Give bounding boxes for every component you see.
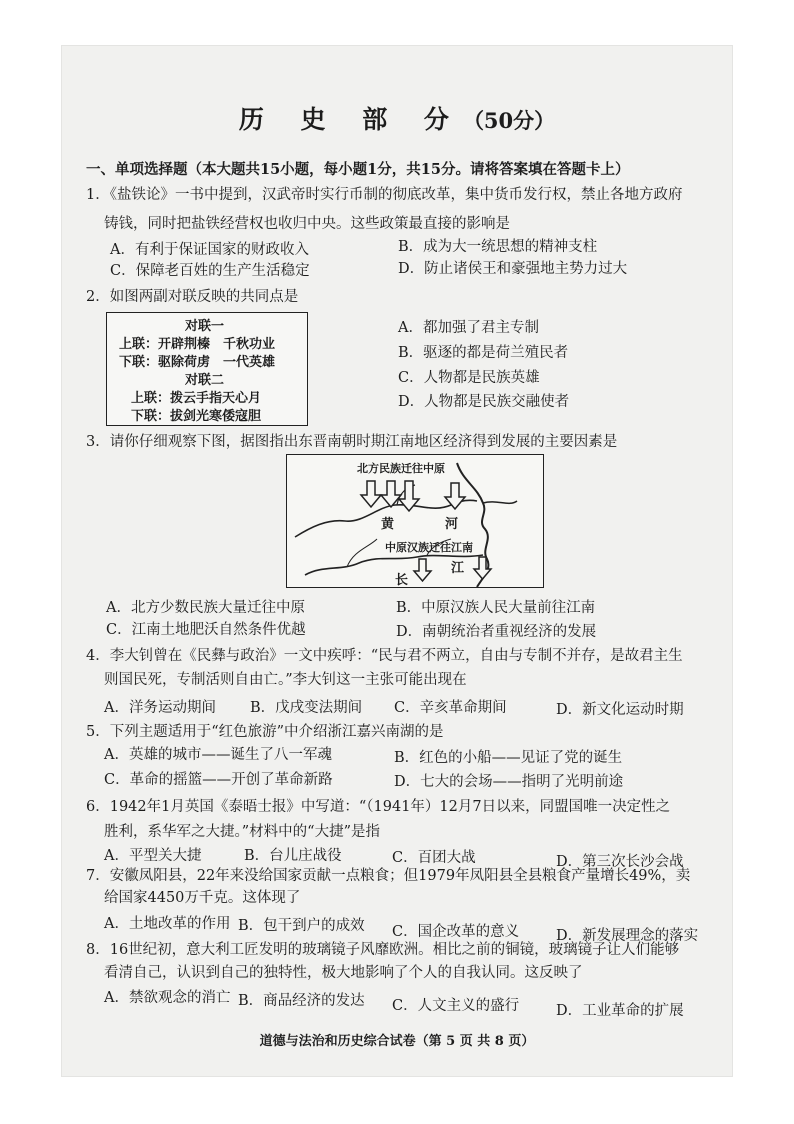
section-heading: 一、单项选择题（本大题共15小题，每小题1分，共15分。请将答案填在答题卡上）	[86, 161, 630, 178]
q3-option-c: C．江南土地肥沃自然条件优越	[106, 622, 306, 638]
q6-option-a: A．平型关大捷	[104, 848, 202, 864]
arrow-south-1	[414, 559, 431, 581]
q5-option-c: C．革命的摇篮——开创了革命新路	[104, 772, 333, 788]
q6-stem-line1: 6．1942年1月英国《泰晤士报》中写道：“（1941年）12月7日以来，同盟国唯一决定性之	[86, 799, 671, 815]
q3-option-b: B．中原汉族人民大量前往江南	[396, 600, 596, 616]
q3-stem: 3．请你仔细观察下图，据图指出东晋南朝时期江南地区经济得到发展的主要因素是	[86, 434, 618, 450]
q1-stem-line1: 1．《盐铁论》一书中提到，汉武帝时实行币制的彻底改革，集中货币发行权，禁止各地方政府	[86, 187, 683, 203]
q2-stem: 2．如图两副对联反映的共同点是	[86, 289, 299, 305]
couplet2-upper: 上联：拨云手指天心月	[131, 391, 262, 406]
map-label-south: 中原汉族迁往江南	[385, 541, 473, 554]
arrow-north-2	[381, 481, 401, 507]
q2-option-c: C．人物都是民族英雄	[398, 370, 540, 386]
q8-option-c: C．人文主义的盛行	[392, 998, 520, 1014]
map-label-north: 北方民族迁往中原	[357, 462, 445, 475]
q7-option-b: B．包干到户的成效	[238, 918, 365, 934]
q1-stem-line2: 铸钱，同时把盐铁经营权也收归中央。这些政策最直接的影响是	[104, 216, 510, 232]
q6-option-b: B．台儿庄战役	[244, 848, 342, 864]
migration-map	[286, 454, 544, 588]
q7-stem-line2: 给国家4450万千克。这体现了	[104, 890, 301, 906]
page-title	[0, 100, 794, 136]
page-footer: 道德与法治和历史综合试卷（第 5 页 共 8 页）	[259, 1034, 535, 1049]
map-label-chang: 长	[395, 573, 409, 588]
couplet2-lower: 下联：拔剑光寒倭寇胆	[131, 409, 262, 424]
couplets-box	[106, 312, 308, 426]
q6-stem-line2: 胜利，系华军之大捷。”材料中的“大捷”是指	[104, 824, 380, 840]
q7-option-a: A．土地改革的作用	[104, 916, 231, 932]
q7-stem-line1: 7．安徽凤阳县，22年来没给国家贡献一点粮食；但1979年凤阳县全县粮食产量增长49%，卖	[86, 868, 691, 884]
q5-stem: 5．下列主题适用于“红色旅游”中介绍浙江嘉兴南湖的是	[86, 724, 444, 740]
q6-option-c: C．百团大战	[392, 850, 476, 866]
couplet2-title: 对联二	[185, 373, 225, 388]
q1-option-c: C．保障老百姓的生产生活稳定	[110, 263, 310, 279]
q5-option-d: D．七大的会场——指明了光明前途	[394, 774, 624, 790]
q7-option-c: C．国企改革的意义	[392, 924, 520, 940]
q2-option-b: B．驱逐的都是荷兰殖民者	[398, 345, 569, 361]
q3-option-d: D．南朝统治者重视经济的发展	[396, 624, 597, 640]
q8-option-a: A．禁欲观念的消亡	[104, 990, 231, 1006]
couplet1-lower: 下联：驱除荷虏 一代英雄	[119, 355, 276, 370]
q5-option-a: A．英雄的城市——诞生了八一军魂	[104, 747, 332, 763]
q4-option-d: D．新文化运动时期	[556, 702, 684, 718]
q4-option-a: A．洋务运动期间	[104, 700, 216, 716]
q4-option-b: B．戊戌变法期间	[250, 700, 363, 716]
q6-option-d: D．第三次长沙会战	[556, 854, 684, 870]
map-label-jiang: 江	[451, 561, 465, 576]
couplet1-upper: 上联：开辟荆榛 千秋功业	[119, 337, 276, 352]
q8-stem-line1: 8．16世纪初，意大利工匠发明的玻璃镜子风靡欧洲。相比之前的铜镜，玻璃镜子让人们能够	[86, 942, 680, 958]
q7-option-d: D．新发展理念的落实	[556, 928, 699, 944]
q2-option-d: D．人物都是民族交融使者	[398, 394, 570, 410]
arrow-north-4	[445, 483, 465, 509]
q4-stem-line2: 则国民死，专制活则自由亡。”李大钊这一主张可能出现在	[104, 672, 467, 688]
map-label-huang: 黄	[381, 517, 395, 532]
couplet1-title: 对联一	[185, 319, 225, 334]
q3-option-a: A．北方少数民族大量迁往中原	[106, 600, 305, 616]
q4-option-c: C．辛亥革命期间	[394, 700, 507, 716]
q1-option-d: D．防止诸侯王和豪强地主势力过大	[398, 261, 628, 277]
map-label-he: 河	[445, 517, 459, 532]
q4-stem-line1: 4．李大钊曾在《民彝与政治》一文中疾呼：“民与君不两立，自由与专制不并存，是故君主生	[86, 648, 683, 664]
title-score: （50分）	[462, 108, 556, 133]
q2-option-a: A．都加强了君主专制	[398, 320, 539, 336]
q1-option-b: B．成为大一统思想的精神支柱	[398, 239, 598, 255]
arrow-north-1	[361, 481, 381, 507]
q8-option-b: B．商品经济的发达	[238, 993, 365, 1009]
title-text: 历 史 部 分	[238, 105, 463, 134]
q5-option-b: B．红色的小船——见证了党的诞生	[394, 750, 623, 766]
q1-option-a: A．有利于保证国家的财政收入	[110, 242, 309, 258]
q8-stem-line2: 看清自己，认识到自己的独特性，极大地影响了个人的自我认同。这反映了	[104, 965, 583, 981]
q8-option-d: D．工业革命的扩展	[556, 1003, 684, 1019]
